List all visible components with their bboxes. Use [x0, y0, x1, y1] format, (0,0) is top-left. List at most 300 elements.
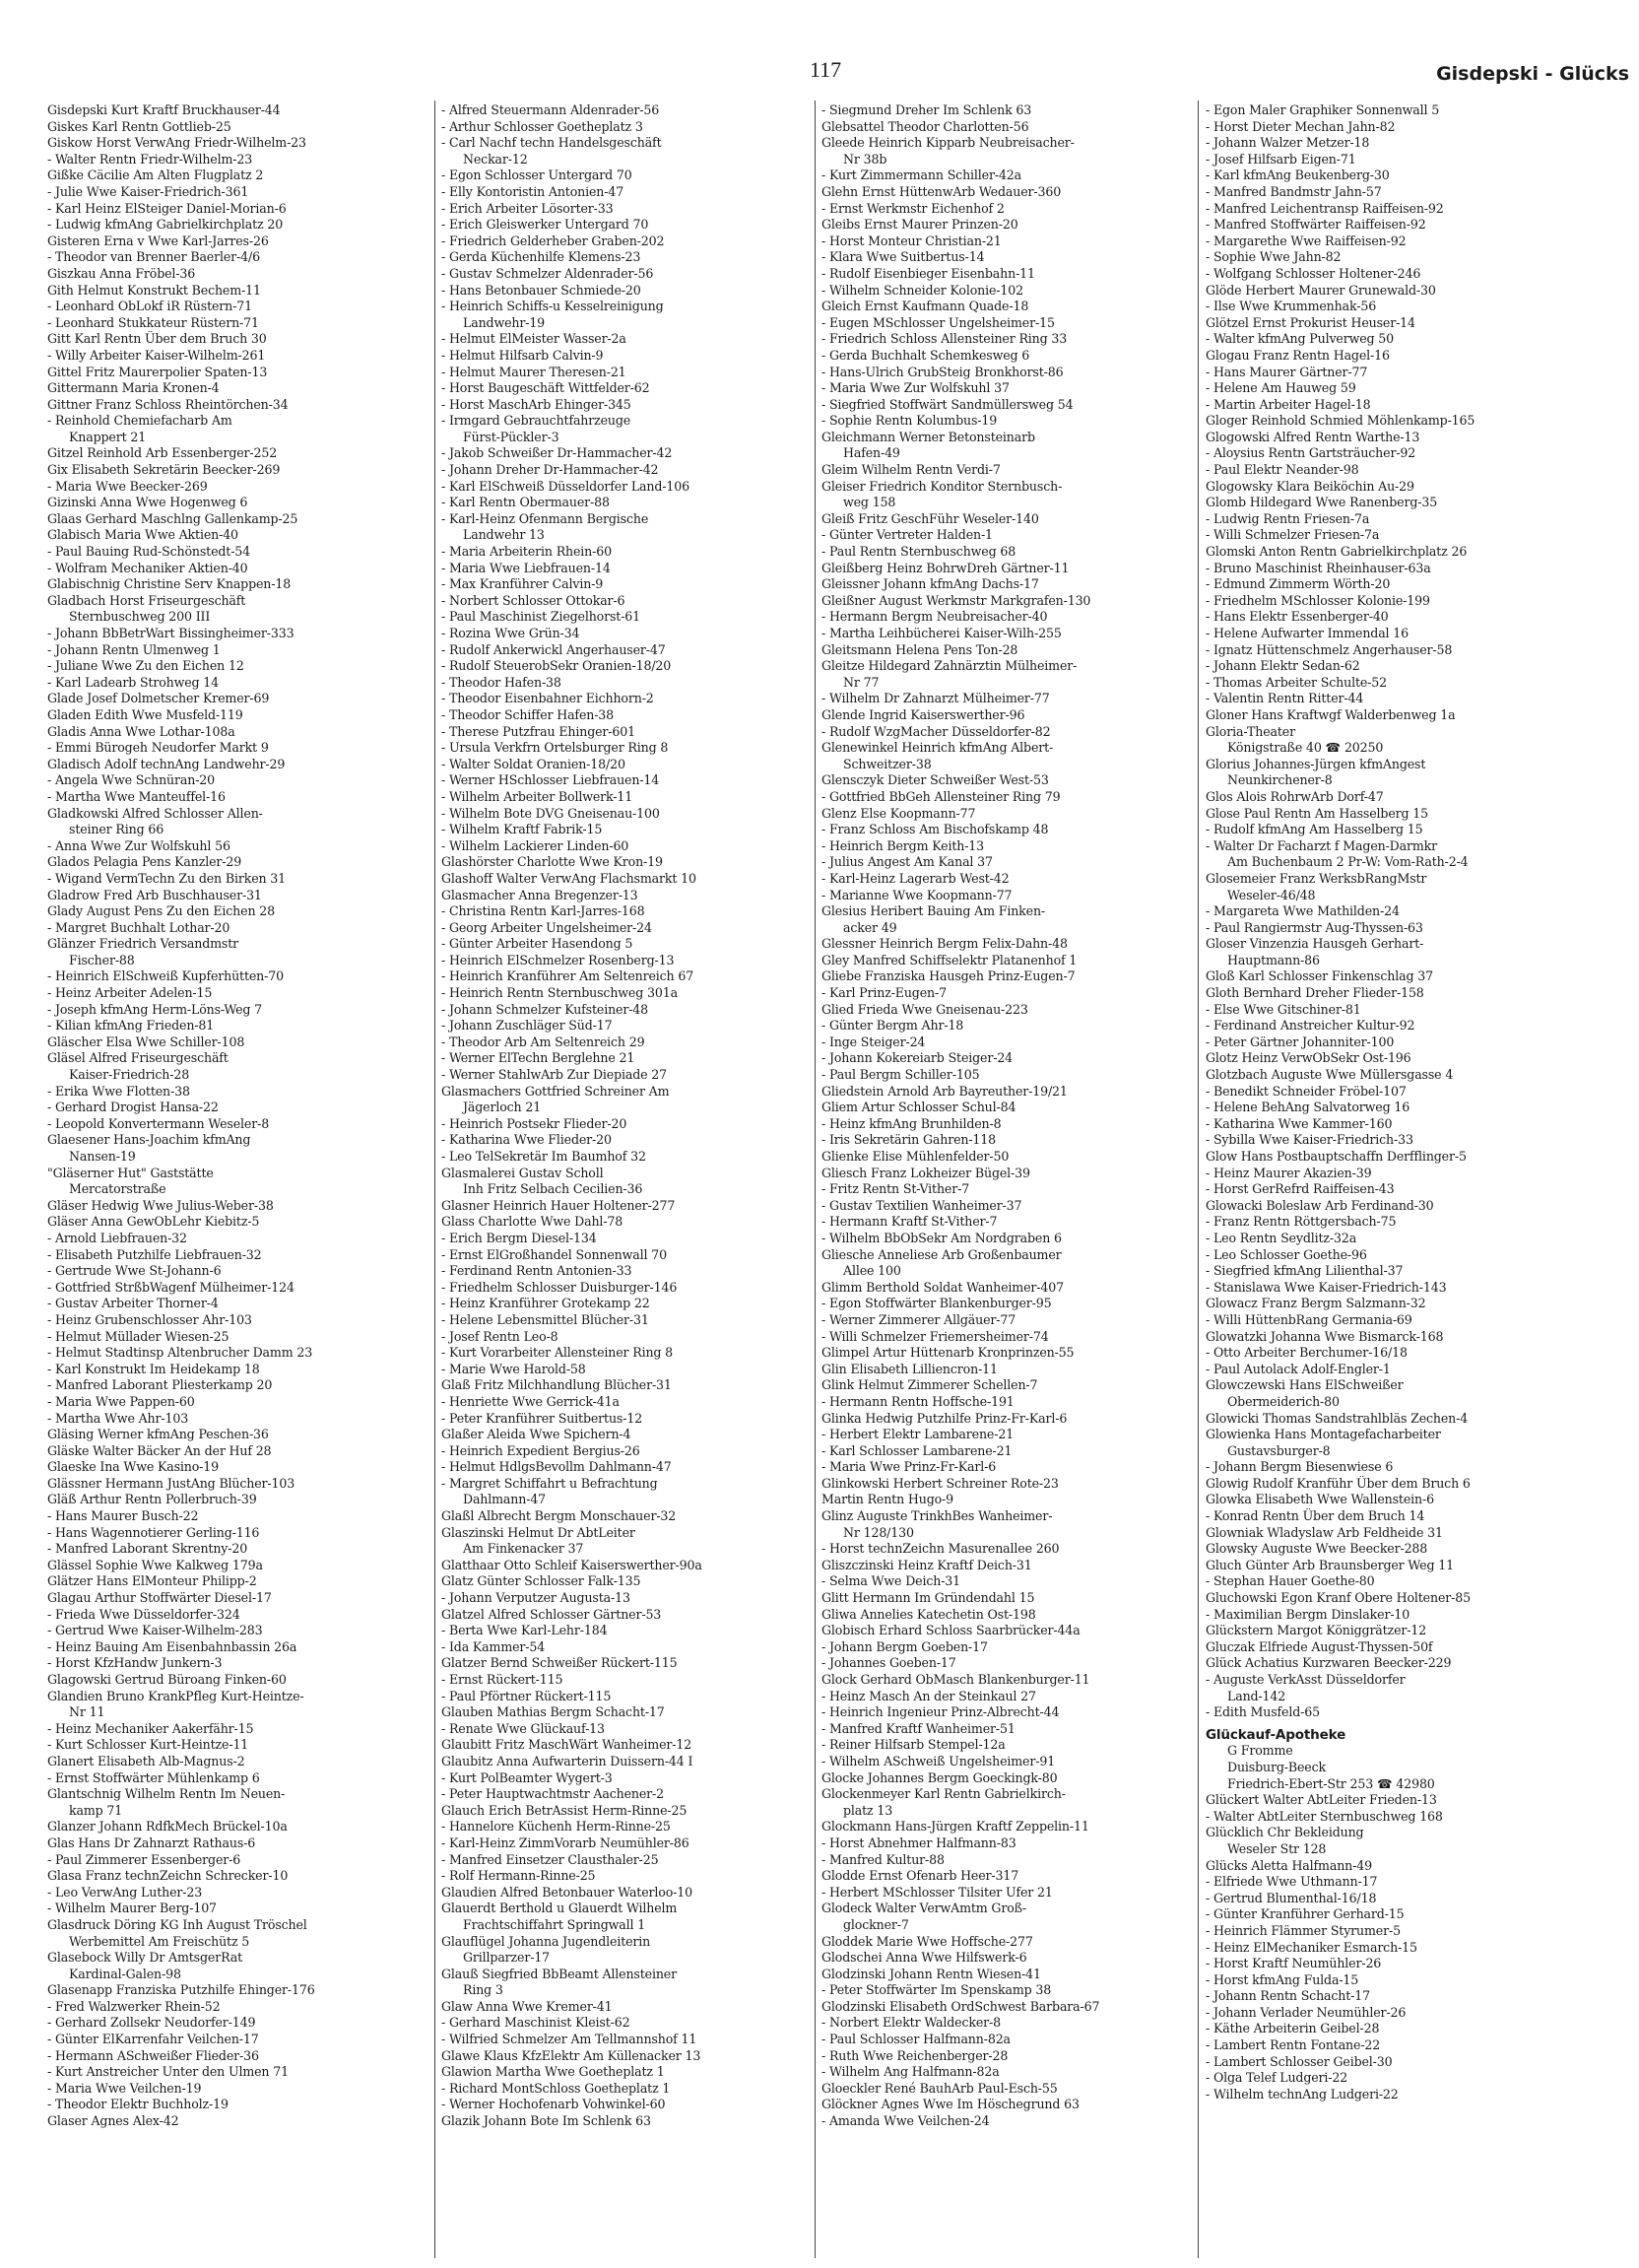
directory-entry: - Hans Maurer Gärtner-77	[1206, 364, 1368, 379]
directory-entry: - Manfred Kultur-88	[821, 1851, 945, 1867]
directory-column-1	[47, 102, 429, 2250]
directory-entry: - Johann Verputzer Augusta-13	[441, 1590, 630, 1606]
directory-entry: Glasmacher Anna Bregenzer-13	[441, 887, 638, 902]
directory-entry: Giskes Karl Rentn Gottlieb-25	[47, 118, 231, 134]
directory-entry: - Manfred Kraftf Wanheimer-51	[821, 1720, 1016, 1736]
directory-entry: Giszkau Anna Fröbel-36	[47, 265, 196, 281]
directory-entry: - Johann Kokereiarb Steiger-24	[821, 1050, 1014, 1066]
directory-entry: - Lambert Rentn Fontane-22	[1206, 2037, 1381, 2053]
directory-entry: Glomb Hildegard Wwe Ranenberg-35	[1206, 495, 1438, 510]
directory-entry: Inh Fritz Selbach Cecilien-36	[463, 1181, 643, 1197]
directory-entry: - Siegfried kfmAng Lilienthal-37	[1206, 1263, 1404, 1279]
directory-entry: Glinkowski Herbert Schreiner Rote-23	[821, 1475, 1059, 1491]
directory-entry: - Helene Am Hauweg 59	[1206, 380, 1356, 396]
directory-entry: Glodeck Walter VerwAmtm Groß-	[821, 1901, 1027, 1916]
directory-entry: - Rozina Wwe Grün-34	[441, 626, 580, 640]
directory-entry: - Paul Schlosser Halfmann-82a	[821, 2032, 1011, 2047]
directory-entry: - Wilhelm Maurer Berg-107	[47, 1901, 217, 1916]
directory-entry: Gith Helmut Konstrukt Bechem-11	[47, 282, 261, 298]
directory-entry: - Jakob Schweißer Dr-Hammacher-42	[441, 445, 673, 461]
directory-entry: - Herbert Elektr Lambarene-21	[821, 1427, 1015, 1442]
directory-entry: Glauch Erich BetrAssist Herm-Rinne-25	[441, 1802, 688, 1818]
directory-entry: - Wilhelm Lackierer Linden-60	[441, 837, 629, 853]
directory-entry: Glaser Agnes Alex-42	[47, 2113, 179, 2129]
directory-entry: - Werner Hochofenarb Vohwinkel-60	[441, 2097, 666, 2112]
directory-entry: - Arnold Liebfrauen-32	[47, 1230, 187, 1245]
directory-entry: Gliedstein Arnold Arb Bayreuther-19/21	[821, 1083, 1068, 1099]
directory-entry: - Heinrich ElSchmelzer Rosenberg-13	[441, 952, 675, 967]
directory-entry: glockner-7	[843, 1916, 909, 1932]
directory-entry: - Willy Arbeiter Kaiser-Wilhelm-261	[47, 347, 266, 363]
directory-entry: Gliebe Franziska Hausgeh Prinz-Eugen-7	[821, 968, 1076, 984]
directory-entry: - Theodor Elektr Buchholz-19	[47, 2097, 229, 2112]
directory-entry: - Gerhard Drogist Hansa-22	[47, 1100, 219, 1115]
directory-entry: - Horst Dieter Mechan Jahn-82	[1206, 118, 1396, 134]
directory-entry: Glowacki Boleslaw Arb Ferdinand-30	[1206, 1197, 1434, 1213]
directory-entry: Glaas Gerhard Maschlng Gallenkamp-25	[47, 510, 298, 526]
directory-entry: Gißke Cäcilie Am Alten Flugplatz 2	[47, 167, 264, 183]
directory-entry: - Henriette Wwe Gerrick-41a	[441, 1393, 620, 1409]
directory-entry: - Alfred Steuermann Aldenrader-56	[441, 102, 660, 117]
directory-entry: Gloddek Marie Wwe Hoffsche-277	[821, 1933, 1033, 1949]
directory-entry: Glaeske Ina Wwe Kasino-19	[47, 1459, 220, 1475]
directory-entry: Glose Paul Rentn Am Hasselberg 15	[1206, 805, 1428, 821]
directory-entry: Glanert Elisabeth Alb-Magnus-2	[47, 1753, 245, 1768]
directory-entry: Glosemeier Franz WerksbRangMstr	[1206, 870, 1427, 886]
directory-entry: Werbemittel Am Freischütz 5	[69, 1933, 250, 1949]
directory-entry: - Fritz Rentn St-Vither-7	[821, 1181, 970, 1197]
directory-entry: - Kurt PolBeamter Wygert-3	[441, 1769, 613, 1785]
directory-entry: - Johann Rentn Schacht-17	[1206, 1988, 1371, 2004]
directory-entry: - Siegfried Stoffwärt Sandmüllersweg 54	[821, 396, 1074, 412]
directory-entry: Gläske Walter Bäcker An der Huf 28	[47, 1442, 272, 1458]
directory-entry: - Hermann Bergm Neubreisacher-40	[821, 609, 1048, 625]
directory-entry: - Günter Vertreter Halden-1	[821, 527, 993, 543]
directory-entry: Martin Rentn Hugo-9	[821, 1492, 954, 1507]
directory-entry: Glashoff Walter VerwAng Flachsmarkt 10	[441, 870, 696, 886]
directory-entry: Gleede Heinrich Kipparb Neubreisacher-	[821, 135, 1075, 151]
directory-entry: - Marie Wwe Harold-58	[441, 1361, 586, 1376]
directory-entry: Glasebock Willy Dr AmtsgerRat	[47, 1950, 242, 1966]
directory-entry: - Martin Arbeiter Hagel-18	[1206, 396, 1371, 412]
directory-entry: Gitt Karl Rentn Über dem Bruch 30	[47, 331, 267, 347]
directory-entry: Glowacz Franz Bergm Salzmann-32	[1206, 1296, 1426, 1311]
directory-entry: Gluch Günter Arb Braunsberger Weg 11	[1206, 1557, 1454, 1572]
directory-entry: Glogowsky Klara Beiköchin Au-29	[1206, 478, 1414, 494]
directory-entry: Nr 77	[843, 674, 880, 690]
directory-entry: - Sophie Rentn Kolumbus-19	[821, 413, 998, 429]
directory-entry: - Ilse Wwe Krummenhak-56	[1206, 299, 1377, 314]
directory-entry: Glandien Bruno KrankPfleg Kurt-Heintze-	[47, 1688, 304, 1703]
directory-entry: - Gertrud Blumenthal-16/18	[1206, 1890, 1377, 1905]
directory-entry: - Manfred Leichentransp Raiffeisen-92	[1206, 200, 1444, 216]
running-head: Gisdepski - Glücks	[1436, 63, 1629, 85]
directory-entry: - Wolfgang Schlosser Holtener-246	[1206, 265, 1421, 281]
directory-entry: Gliesche Anneliese Arb Großenbaumer	[821, 1246, 1062, 1262]
directory-entry: Glitt Hermann Im Gründendahl 15	[821, 1590, 1035, 1606]
directory-entry: Gladen Edith Wwe Musfeld-119	[47, 706, 243, 722]
directory-entry: Weseler Str 128	[1227, 1840, 1327, 1856]
directory-entry: - Eugen MSchlosser Ungelsheimer-15	[821, 314, 1055, 330]
directory-entry: Gliem Artur Schlosser Schul-84	[821, 1100, 1016, 1115]
directory-entry: Glinz Auguste TrinkhBes Wanheimer-	[821, 1508, 1053, 1524]
directory-entry: Glawion Martha Wwe Goetheplatz 1	[441, 2064, 665, 2080]
directory-entry: - Helmut ElMeister Wasser-2a	[441, 331, 626, 347]
directory-entry: - Karl Schlosser Lambarene-21	[821, 1442, 1013, 1458]
directory-entry: Gluczak Elfriede August-Thyssen-50f	[1206, 1638, 1433, 1654]
directory-entry: Gleichmann Werner Betonsteinarb	[821, 429, 1035, 444]
directory-entry: - Margareta Wwe Mathilden-24	[1206, 903, 1400, 919]
directory-entry: - Rudolf Ankerwickl Angerhauser-47	[441, 641, 666, 657]
directory-entry: - Horst Kraftf Neumühler-26	[1206, 1956, 1382, 1971]
directory-entry: - Manfred Bandmstr Jahn-57	[1206, 183, 1382, 199]
directory-entry: Glücklich Chr Bekleidung	[1206, 1825, 1364, 1840]
directory-entry: - Theodor Schiffer Hafen-38	[441, 706, 615, 722]
directory-entry: Gleißberg Heinz BohrwDreh Gärtner-11	[821, 560, 1070, 575]
directory-entry: - Martha Wwe Manteuffel-16	[47, 788, 226, 804]
directory-entry: Glauerdt Berthold u Glauerdt Wilhelm	[441, 1901, 678, 1916]
directory-entry: Glaw Anna Wwe Kremer-41	[441, 1998, 613, 2014]
directory-entry: - Johann Bergm Goeben-17	[821, 1638, 988, 1654]
directory-entry: Gleiß Fritz GeschFühr Weseler-140	[821, 510, 1039, 526]
directory-entry: - Amanda Wwe Veilchen-24	[821, 2113, 990, 2129]
directory-entry: - Kurt Schlosser Kurt-Heintze-11	[47, 1737, 249, 1753]
directory-entry: - Heinz ElMechaniker Esmarch-15	[1206, 1939, 1417, 1955]
directory-entry: - Helene BehAng Salvatorweg 16	[1206, 1100, 1410, 1115]
directory-entry: Obermeiderich-80	[1227, 1393, 1340, 1409]
directory-entry: - Karl Heinz ElSteiger Daniel-Morian-6	[47, 200, 287, 216]
directory-entry: Glockenmeyer Karl Rentn Gabrielkirch-	[821, 1786, 1066, 1802]
directory-entry: - Ferdinand Rentn Antonien-33	[441, 1263, 632, 1279]
directory-entry: Glasmachers Gottfried Schreiner Am	[441, 1083, 670, 1099]
directory-entry: Glomski Anton Rentn Gabrielkirchplatz 26	[1206, 544, 1468, 560]
directory-entry: Gleich Ernst Kaufmann Quade-18	[821, 299, 1029, 314]
directory-entry: - Wilhelm Ang Halfmann-82a	[821, 2064, 1000, 2080]
directory-entry: - Inge Steiger-24	[821, 1034, 926, 1049]
directory-entry: - Werner ElTechn Berglehne 21	[441, 1050, 635, 1066]
directory-entry: - Maria Wwe Zur Wolfskuhl 37	[821, 380, 1010, 396]
directory-entry: Glade Josef Dolmetscher Kremer-69	[47, 691, 270, 706]
directory-entry: - Karl-Heinz ZimmVorarb Neumühler-86	[441, 1834, 689, 1850]
directory-entry: kamp 71	[69, 1802, 123, 1818]
directory-entry: - Franz Rentn Röttgersbach-75	[1206, 1214, 1397, 1230]
directory-entry: Glessner Heinrich Bergm Felix-Dahn-48	[821, 936, 1068, 952]
directory-entry: - Peter Gärtner Johanniter-100	[1206, 1034, 1395, 1049]
directory-entry: - Martha Wwe Ahr-103	[47, 1410, 189, 1426]
directory-entry: acker 49	[843, 919, 897, 935]
directory-entry: Gliesch Franz Lokheizer Bügel-39	[821, 1165, 1030, 1180]
directory-entry: - Ursula Verkfrn Ortelsburger Ring 8	[441, 740, 669, 756]
directory-entry: Hauptmann-86	[1227, 952, 1320, 967]
directory-entry: - Heinrich Flämmer Styrumer-5	[1206, 1922, 1401, 1938]
directory-entry: - Werner StahlwArb Zur Diepiade 27	[441, 1067, 668, 1083]
directory-entry: Glasdruck Döring KG Inh August Tröschel	[47, 1916, 307, 1932]
directory-entry: Glauß Siegfried BbBeamt Allensteiner	[441, 1966, 677, 1981]
directory-entry: - Gerhard Maschinist Kleist-62	[441, 2015, 630, 2031]
directory-entry: - Arthur Schlosser Goetheplatz 3	[441, 118, 643, 134]
directory-entry: Glowsky Auguste Wwe Beecker-288	[1206, 1541, 1428, 1557]
directory-entry: - Edmund Zimmerm Wörth-20	[1206, 576, 1391, 592]
directory-entry: Kardinal-Galen-98	[69, 1966, 181, 1981]
directory-entry: Nr 128/130	[843, 1524, 914, 1540]
directory-entry: Glauben Mathias Bergm Schacht-17	[441, 1704, 665, 1720]
directory-entry: Glässel Sophie Wwe Kalkweg 179a	[47, 1557, 263, 1572]
directory-entry: Nr 11	[69, 1704, 105, 1720]
directory-entry: Glowczewski Hans ElSchweißer	[1206, 1377, 1404, 1393]
directory-entry: - Gerda Küchenhilfe Klemens-23	[441, 249, 641, 265]
directory-entry: - Helmut Müllader Wiesen-25	[47, 1328, 229, 1344]
directory-entry: - Johann BbBetrWart Bissingheimer-333	[47, 626, 295, 640]
directory-entry: - Heinz Bauing Am Eisenbahnbassin 26a	[47, 1638, 297, 1654]
directory-entry: - Horst KfzHandw Junkern-3	[47, 1655, 223, 1671]
directory-entry: - Heinrich ElSchweiß Kupferhütten-70	[47, 968, 284, 984]
directory-entry: - Ida Kammer-54	[441, 1638, 546, 1654]
directory-entry: - Horst Baugeschäft Wittfelder-62	[441, 380, 650, 396]
directory-entry: Gloner Hans Kraftwgf Walderbenweg 1a	[1206, 706, 1456, 722]
directory-entry: - Richard MontSchloss Goetheplatz 1	[441, 2080, 671, 2096]
directory-entry: - Wilhelm Dr Zahnarzt Mülheimer-77	[821, 691, 1050, 706]
directory-entry: - Thomas Arbeiter Schulte-52	[1206, 674, 1387, 690]
directory-entry: - Gerda Buchhalt Schemkesweg 6	[821, 347, 1030, 363]
directory-entry: Gläsel Alfred Friseurgeschäft	[47, 1050, 229, 1066]
directory-entry: - Heinrich Rentn Sternbuschweg 301a	[441, 985, 678, 1001]
directory-entry: - Margret Schiffahrt u Befrachtung	[441, 1475, 658, 1491]
directory-entry: Am Buchenbaum 2 Pr-W: Vom-Rath-2-4	[1227, 854, 1469, 870]
directory-entry: - Max Kranführer Calvin-9	[441, 576, 604, 592]
directory-entry: - Margarethe Wwe Raiffeisen-92	[1206, 233, 1407, 248]
directory-entry: - Norbert Schlosser Ottokar-6	[441, 592, 625, 608]
directory-entry: Glasmalerei Gustav Scholl	[441, 1165, 604, 1180]
page-number: 117	[810, 57, 842, 82]
directory-entry: Gustavsburger-8	[1227, 1442, 1331, 1458]
directory-entry: - Hans Wagennotierer Gerling-116	[47, 1524, 260, 1540]
directory-entry: - Heinrich Kranführer Am Seltenreich 67	[441, 968, 694, 984]
directory-entry: Nansen-19	[69, 1149, 136, 1164]
directory-entry: - Manfred Laborant Skrentny-20	[47, 1541, 248, 1557]
directory-entry: Friedrich-Ebert-Str 253 ☎ 42980	[1227, 1775, 1435, 1791]
directory-entry: - Martha Leihbücherei Kaiser-Wilh-255	[821, 626, 1062, 640]
directory-entry: - Johann Walzer Metzer-18	[1206, 135, 1370, 151]
directory-entry: Glenz Else Koopmann-77	[821, 805, 976, 821]
directory-entry: - Paul Rentn Sternbuschweg 68	[821, 544, 1016, 560]
directory-entry: - Willi Schmelzer Friesen-7a	[1206, 527, 1380, 543]
directory-entry: Landwehr 13	[463, 527, 545, 543]
directory-entry: - Hans Maurer Busch-22	[47, 1508, 199, 1524]
directory-entry: - Hans-Ulrich GrubSteig Bronkhorst-86	[821, 364, 1064, 379]
directory-entry: - Heinz Arbeiter Adelen-15	[47, 985, 213, 1001]
directory-entry: Glinka Hedwig Putzhilfe Prinz-Fr-Karl-6	[821, 1410, 1068, 1426]
directory-entry: - Karl Ladearb Strohweg 14	[47, 674, 220, 690]
directory-entry: - Karl Rentn Obermauer-88	[441, 495, 610, 510]
directory-entry: - Olga Telef Ludgeri-22	[1206, 2070, 1348, 2086]
directory-entry: - Ernst Rückert-115	[441, 1672, 563, 1687]
directory-entry: - Ludwig kfmAng Gabrielkirchplatz 20	[47, 217, 284, 233]
directory-entry: - Johann Schmelzer Kufsteiner-48	[441, 1001, 649, 1017]
directory-entry: - Benedikt Schneider Fröbel-107	[1206, 1083, 1407, 1099]
directory-entry: - Friedrich Gelderheber Graben-202	[441, 233, 665, 248]
directory-entry: - Karl Prinz-Eugen-7	[821, 985, 947, 1001]
directory-entry: Neunkirchener-8	[1227, 772, 1333, 788]
directory-entry: Gix Elisabeth Sekretärin Beecker-269	[47, 462, 281, 478]
directory-entry: - Walter Dr Facharzt f Magen-Darmkr	[1206, 837, 1438, 853]
directory-entry: - Heinz Maurer Akazien-39	[1206, 1165, 1372, 1180]
directory-entry: - Johann Rentn Ulmenweg 1	[47, 641, 221, 657]
directory-entry: - Wilhelm ASchweiß Ungelsheimer-91	[821, 1753, 1056, 1768]
directory-entry: - Wilhelm Schneider Kolonie-102	[821, 282, 1023, 298]
directory-entry: - Willi HüttenbRang Germania-69	[1206, 1311, 1412, 1327]
directory-entry: - Erika Wwe Flotten-38	[47, 1083, 190, 1099]
directory-column-4	[1206, 102, 1629, 2250]
directory-entry: - Walter Soldat Oranien-18/20	[441, 756, 625, 771]
directory-entry: Glück Achatius Kurzwaren Beecker-229	[1206, 1655, 1452, 1671]
directory-entry: - Hans Elektr Essenberger-40	[1206, 609, 1389, 625]
directory-entry: - Edith Musfeld-65	[1206, 1704, 1320, 1720]
directory-entry: - Fred Walzwerker Rhein-52	[47, 1998, 221, 2014]
directory-entry: - Hermann Kraftf St-Vither-7	[821, 1214, 998, 1230]
directory-entry: - Karl kfmAng Beukenberg-30	[1206, 167, 1390, 183]
directory-entry: - Wilfried Schmelzer Am Tellmannshof 11	[441, 2032, 697, 2047]
directory-entry: - Theodor Arb Am Seltenreich 29	[441, 1034, 645, 1049]
directory-entry: Glockmann Hans-Jürgen Kraftf Zeppelin-11	[821, 1819, 1089, 1834]
directory-entry: Gladis Anna Wwe Lothar-108a	[47, 723, 235, 739]
directory-entry: - Juliane Wwe Zu den Eichen 12	[47, 658, 244, 674]
directory-entry: - Gustav Arbeiter Thorner-4	[47, 1296, 219, 1311]
directory-entry: - Johann Elektr Sedan-62	[1206, 658, 1360, 674]
directory-entry: - Gottfried BbGeh Allensteiner Ring 79	[821, 788, 1061, 804]
directory-entry: - Julie Wwe Kaiser-Friedrich-361	[47, 183, 249, 199]
directory-entry: - Maria Wwe Pappen-60	[47, 1393, 195, 1409]
directory-entry: - Friedhelm Schlosser Duisburger-146	[441, 1279, 678, 1295]
directory-entry: - Paul Bergm Schiller-105	[821, 1067, 980, 1083]
directory-entry: - Wilhelm Bote DVG Gneisenau-100	[441, 805, 660, 821]
directory-entry: - Horst GerRefrd Raiffeisen-43	[1206, 1181, 1395, 1197]
directory-entry: Glötzel Ernst Prokurist Heuser-14	[1206, 314, 1415, 330]
directory-entry: Glodschei Anna Wwe Hilfswerk-6	[821, 1950, 1027, 1966]
directory-entry: - Emmi Bürogeh Neudorfer Markt 9	[47, 740, 269, 756]
directory-entry: Glabisch Maria Wwe Aktien-40	[47, 527, 238, 543]
directory-entry: Glimm Berthold Soldat Wanheimer-407	[821, 1279, 1064, 1295]
directory-entry: - Käthe Arbeiterin Geibel-28	[1206, 2021, 1380, 2036]
directory-entry: Gizinski Anna Wwe Hogenweg 6	[47, 495, 248, 510]
directory-entry: Gläser Anna GewObLehr Kiebitz-5	[47, 1214, 260, 1230]
directory-entry: Glesius Heribert Bauing Am Finken-	[821, 903, 1046, 919]
directory-entry: - Leonhard Stukkateur Rüstern-71	[47, 314, 259, 330]
directory-entry: - Johann Zuschläger Süd-17	[441, 1018, 613, 1034]
directory-entry: Glöde Herbert Maurer Grunewald-30	[1206, 282, 1436, 298]
directory-entry: Grillparzer-17	[463, 1950, 551, 1966]
directory-entry: Fischer-88	[69, 952, 135, 967]
directory-entry: Gluchowski Egon Kranf Obere Holtener-85	[1206, 1590, 1471, 1606]
directory-entry: Glasner Heinrich Hauer Holtener-277	[441, 1197, 676, 1213]
directory-entry: - Josef Rentn Leo-8	[441, 1328, 558, 1344]
directory-entry: - Valentin Rentn Ritter-44	[1206, 691, 1364, 706]
directory-entry: - Theodor van Brenner Baerler-4/6	[47, 249, 260, 265]
directory-entry: - Paul Zimmerer Essenberger-6	[47, 1851, 241, 1867]
directory-entry: - Theodor Eisenbahner Eichhorn-2	[441, 691, 654, 706]
directory-entry: - Ernst ElGroßhandel Sonnenwall 70	[441, 1246, 667, 1262]
directory-entry: - Manfred Stoffwärter Raiffeisen-92	[1206, 217, 1426, 233]
directory-entry: - Gerhard Zollsekr Neudorfer-149	[47, 2015, 256, 2031]
directory-entry: - Josef Hilfsarb Eigen-71	[1206, 151, 1356, 167]
directory-entry: Glatzel Alfred Schlosser Gärtner-53	[441, 1606, 662, 1622]
directory-column-2	[441, 102, 823, 2250]
directory-entry: - Wilhelm BbObSekr Am Nordgraben 6	[821, 1230, 1062, 1245]
directory-entry: Glasa Franz technZeichn Schrecker-10	[47, 1868, 289, 1884]
directory-entry: Glückauf-Apotheke	[1206, 1726, 1346, 1743]
directory-entry: - Paul Bauing Rud-Schönstedt-54	[47, 544, 251, 560]
directory-entry: - Manfred Einsetzer Clausthaler-25	[441, 1851, 659, 1867]
directory-entry: - Reinhold Chemiefacharb Am	[47, 413, 232, 429]
directory-entry: Gladkowski Alfred Schlosser Allen-	[47, 805, 263, 821]
directory-entry: Gleibs Ernst Maurer Prinzen-20	[821, 217, 1018, 233]
directory-entry: - Maria Wwe Veilchen-19	[47, 2080, 202, 2096]
directory-entry: - Werner Zimmerer Allgäuer-77	[821, 1311, 1016, 1327]
directory-entry: Gittel Fritz Maurerpolier Spaten-13	[47, 364, 268, 379]
directory-entry: - Gottfried StrßbWagenf Mülheimer-124	[47, 1279, 295, 1295]
directory-entry: - Gertrud Wwe Kaiser-Wilhelm-283	[47, 1623, 263, 1638]
directory-entry: - Heinrich Ingenieur Prinz-Albrecht-44	[821, 1704, 1060, 1720]
directory-entry: - Horst Abnehmer Halfmann-83	[821, 1834, 1016, 1850]
directory-entry: - Horst MaschArb Ehinger-345	[441, 396, 631, 412]
directory-entry: - Heinz Grubenschlosser Ahr-103	[47, 1311, 252, 1327]
directory-entry: Glatz Günter Schlosser Falk-135	[441, 1573, 641, 1589]
directory-entry: Fürst-Pückler-3	[463, 429, 559, 444]
directory-entry: - Paul Elektr Neander-98	[1206, 462, 1359, 478]
directory-entry: Glawe Klaus KfzElektr Am Küllenacker 13	[441, 2047, 701, 2063]
directory-entry: Gleitsmann Helena Pens Ton-28	[821, 641, 1018, 657]
directory-entry: - Stanislawa Wwe Kaiser-Friedrich-143	[1206, 1279, 1447, 1295]
directory-entry: - Klara Wwe Suitbertus-14	[821, 249, 985, 265]
directory-entry: - Maximilian Bergm Dinslaker-10	[1206, 1606, 1410, 1622]
directory-entry: Glienke Elise Mühlenfelder-50	[821, 1149, 1010, 1164]
directory-entry: - Horst Monteur Christian-21	[821, 233, 1002, 248]
directory-entry: - Ludwig Rentn Friesen-7a	[1206, 510, 1370, 526]
directory-entry: Landwehr-19	[463, 314, 546, 330]
directory-entry: weg 158	[843, 495, 896, 510]
directory-entry: Glogau Franz Rentn Hagel-16	[1206, 347, 1390, 363]
directory-entry: Glos Alois RohrwArb Dorf-47	[1206, 788, 1384, 804]
directory-entry: - Günter Kranführer Gerhard-15	[1206, 1906, 1405, 1922]
directory-entry: Frachtschiffahrt Springwall 1	[463, 1916, 646, 1932]
directory-entry: Glänzer Friedrich Versandmstr	[47, 936, 239, 952]
directory-entry: G Fromme	[1227, 1743, 1293, 1759]
directory-entry: Glink Helmut Zimmerer Schellen-7	[821, 1377, 1038, 1393]
directory-entry: Glowicki Thomas Sandstrahlbläs Zechen-4	[1206, 1410, 1469, 1426]
directory-entry: - Johannes Goeben-17	[821, 1655, 956, 1671]
directory-entry: - Bruno Maschinist Rheinhauser-63a	[1206, 560, 1431, 575]
directory-entry: - Heinrich Postsekr Flieder-20	[441, 1115, 627, 1131]
directory-entry: Gloser Vinzenzia Hausgeh Gerhart-	[1206, 936, 1424, 952]
directory-entry: Glagau Arthur Stoffwärter Diesel-17	[47, 1590, 272, 1606]
directory-entry: Gloger Reinhold Schmied Möhlenkamp-165	[1206, 413, 1475, 429]
directory-entry: steiner Ring 66	[69, 822, 164, 837]
directory-entry: Glückert Walter AbtLeiter Frieden-13	[1206, 1792, 1437, 1808]
directory-entry: - Reiner Hilfsarb Stempel-12a	[821, 1737, 1006, 1753]
directory-entry: "Gläserner Hut" Gaststätte	[47, 1165, 214, 1180]
directory-entry: - Horst kfmAng Fulda-15	[1206, 1971, 1359, 1987]
directory-entry: - Helene Lebensmittel Blücher-31	[441, 1311, 649, 1327]
directory-entry: - Karl ElSchweiß Düsseldorfer Land-106	[441, 478, 689, 494]
directory-entry: - Heinz Mechaniker Aakerfähr-15	[47, 1720, 254, 1736]
directory-entry: Glehn Ernst HüttenwArb Wedauer-360	[821, 183, 1062, 199]
directory-entry: - Friedhelm MSchlosser Kolonie-199	[1206, 592, 1430, 608]
directory-entry: - Rolf Hermann-Rinne-25	[441, 1868, 596, 1884]
directory-entry: Sternbuschweg 200 III	[69, 609, 211, 625]
directory-entry: - Hannelore Küchenh Herm-Rinne-25	[441, 1819, 671, 1834]
directory-entry: Gleißner August Werkmstr Markgrafen-130	[821, 592, 1091, 608]
directory-entry: Gitzel Reinhold Arb Essenberger-252	[47, 445, 278, 461]
directory-entry: Knappert 21	[69, 429, 147, 444]
